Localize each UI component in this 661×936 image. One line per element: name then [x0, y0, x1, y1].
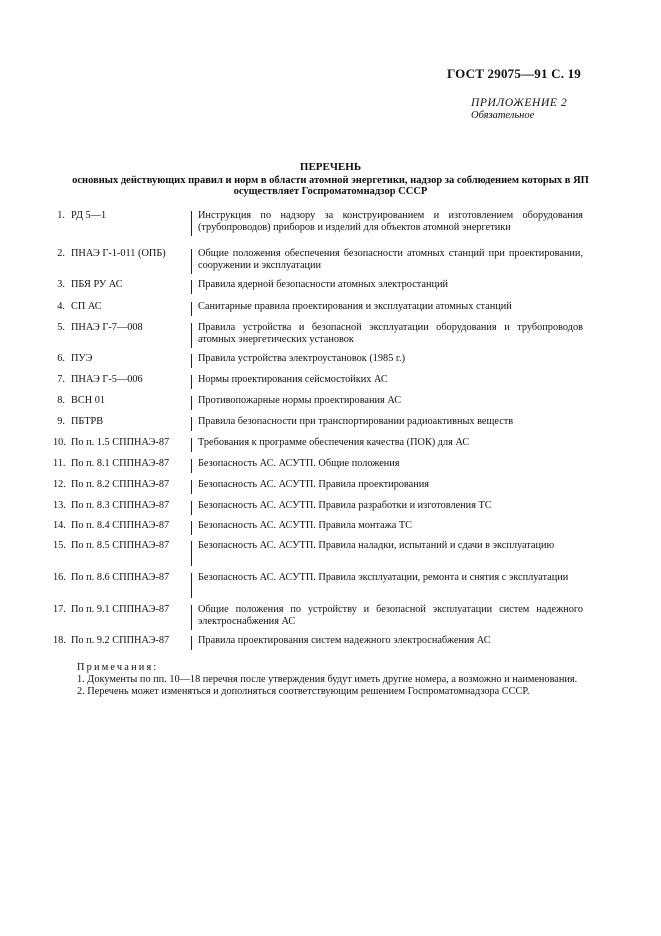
item-number: 4. — [57, 301, 65, 312]
note-2: 2. Перечень может изменяться и дополняться соответствующим решением Госпроматомнадзора СССР. — [77, 685, 530, 697]
item-code: По п. 1.5 СППНАЭ-87 — [71, 437, 170, 448]
item-description: Безопасность АС. АСУТП. Правила монтажа ТС — [198, 520, 413, 531]
item-number: 16. — [53, 572, 66, 583]
item-number: 15. — [53, 540, 66, 551]
item-number: 13. — [53, 500, 66, 511]
item-code: По п. 8.4 СППНАЭ-87 — [71, 520, 170, 531]
item-description: Правила безопасности при транспортировании радиоактивных веществ — [198, 416, 514, 427]
document-title — [40, 162, 621, 198]
item-code: По п. 8.2 СППНАЭ-87 — [71, 479, 170, 490]
item-number: 12. — [53, 479, 66, 490]
item-description: Правила устройства электроустановок (1985 г.) — [198, 353, 405, 364]
appendix-status: Обязательное — [471, 110, 535, 121]
item-code: По п. 9.2 СППНАЭ-87 — [71, 635, 170, 646]
appendix-number: ПРИЛОЖЕНИЕ 2 — [471, 97, 568, 109]
item-code: ПБТРВ — [71, 416, 104, 427]
item-description: Санитарные правила проектирования и эксплуатации атомных станций — [198, 301, 512, 312]
item-separator — [191, 375, 192, 389]
item-number: 14. — [53, 520, 66, 531]
item-number: 17. — [53, 604, 66, 615]
item-separator — [191, 249, 192, 274]
item-number: 5. — [57, 322, 65, 333]
item-separator — [191, 636, 192, 650]
notes-section — [53, 662, 583, 697]
item-separator — [191, 211, 192, 236]
item-separator — [191, 521, 192, 535]
item-code: ПБЯ РУ АС — [71, 279, 123, 290]
appendix-label — [471, 97, 581, 121]
note-1: 1. Документы по пп. 10—18 перечня после утверждения будут иметь другие номера, а возможно и наименования. — [77, 673, 578, 685]
item-separator — [191, 396, 192, 410]
item-number: 18. — [53, 635, 66, 646]
item-separator — [191, 480, 192, 494]
standard-header: ГОСТ 29075—91 С. 19 — [447, 66, 581, 81]
item-number: 1. — [57, 210, 65, 221]
item-description: Безопасность АС. АСУТП. Общие положения — [198, 458, 400, 469]
item-code: По п. 8.3 СППНАЭ-87 — [71, 500, 170, 511]
item-code: По п. 8.1 СППНАЭ-87 — [71, 458, 170, 469]
item-separator — [191, 459, 192, 473]
item-separator — [191, 541, 192, 566]
item-description: Требования к программе обеспечения качества (ПОК) для АС — [198, 437, 470, 448]
item-separator — [191, 417, 192, 431]
item-number: 3. — [57, 279, 65, 290]
item-description: Безопасность АС. АСУТП. Правила проектирования — [198, 479, 429, 490]
item-description: Противопожарные нормы проектирования АС — [198, 395, 402, 406]
item-separator — [191, 354, 192, 368]
item-number: 7. — [57, 374, 65, 385]
item-description: Безопасность АС. АСУТП. Правила разработки и изготовления ТС — [198, 500, 492, 511]
item-separator — [191, 280, 192, 294]
item-separator — [191, 605, 192, 630]
item-number: 8. — [57, 395, 65, 406]
item-code: СП АС — [71, 301, 102, 312]
item-code: По п. 9.1 СППНАЭ-87 — [71, 604, 170, 615]
item-description: Общие положения по устройству и безопасной эксплуатации систем надежного электроснабжения АС — [198, 604, 583, 627]
title-main: ПЕРЕЧЕНЬ — [299, 161, 362, 173]
item-code: По п. 8.5 СППНАЭ-87 — [71, 540, 170, 551]
item-description: Инструкция по надзору за конструированием и изготовлением оборудования (трубопроводов) приборов и изделий для объектов атомной энергетики — [198, 210, 583, 233]
item-code: По п. 8.6 СППНАЭ-87 — [71, 572, 170, 583]
item-description: Нормы проектирования сейсмостойких АС — [198, 374, 388, 385]
item-code: РД 5—1 — [71, 210, 107, 221]
item-description: Общие положения обеспечения безопасности атомных станций при проектировании, сооружении и эксплуатации — [198, 248, 583, 271]
item-separator — [191, 501, 192, 515]
item-description: Правила проектирования систем надежного электроснабжения АС — [198, 635, 491, 646]
title-subtitle: основных действующих правил и норм в области атомной энергетики, надзор за соблюдением которых в ЯП осуществляет Госпроматомнадзор СССР — [72, 174, 589, 197]
item-separator — [191, 323, 192, 348]
item-number: 11. — [53, 458, 66, 469]
item-separator — [191, 302, 192, 316]
item-number: 2. — [57, 248, 65, 259]
item-code: ПНАЭ Г-1-011 (ОПБ) — [71, 248, 166, 259]
item-description: Безопасность АС. АСУТП. Правила наладки, испытаний и сдачи в эксплуатацию — [198, 540, 555, 551]
item-description: Правила ядерной безопасности атомных электростанций — [198, 279, 449, 290]
item-code: ПУЭ — [71, 353, 93, 364]
item-description: Безопасность АС. АСУТП. Правила эксплуатации, ремонта и снятия с эксплуатации — [198, 572, 569, 583]
item-code: ПНАЭ Г-7—008 — [71, 322, 143, 333]
item-code: ВСН 01 — [71, 395, 106, 406]
item-number: 6. — [57, 353, 65, 364]
notes-heading: Примечания: — [77, 662, 159, 673]
item-separator — [191, 438, 192, 452]
item-number: 10. — [53, 437, 66, 448]
item-number: 9. — [57, 416, 65, 427]
item-separator — [191, 573, 192, 598]
item-code: ПНАЭ Г-5—006 — [71, 374, 143, 385]
item-description: Правила устройства и безопасной эксплуатации оборудования и трубопроводов атомных энергетических установок — [198, 322, 583, 345]
